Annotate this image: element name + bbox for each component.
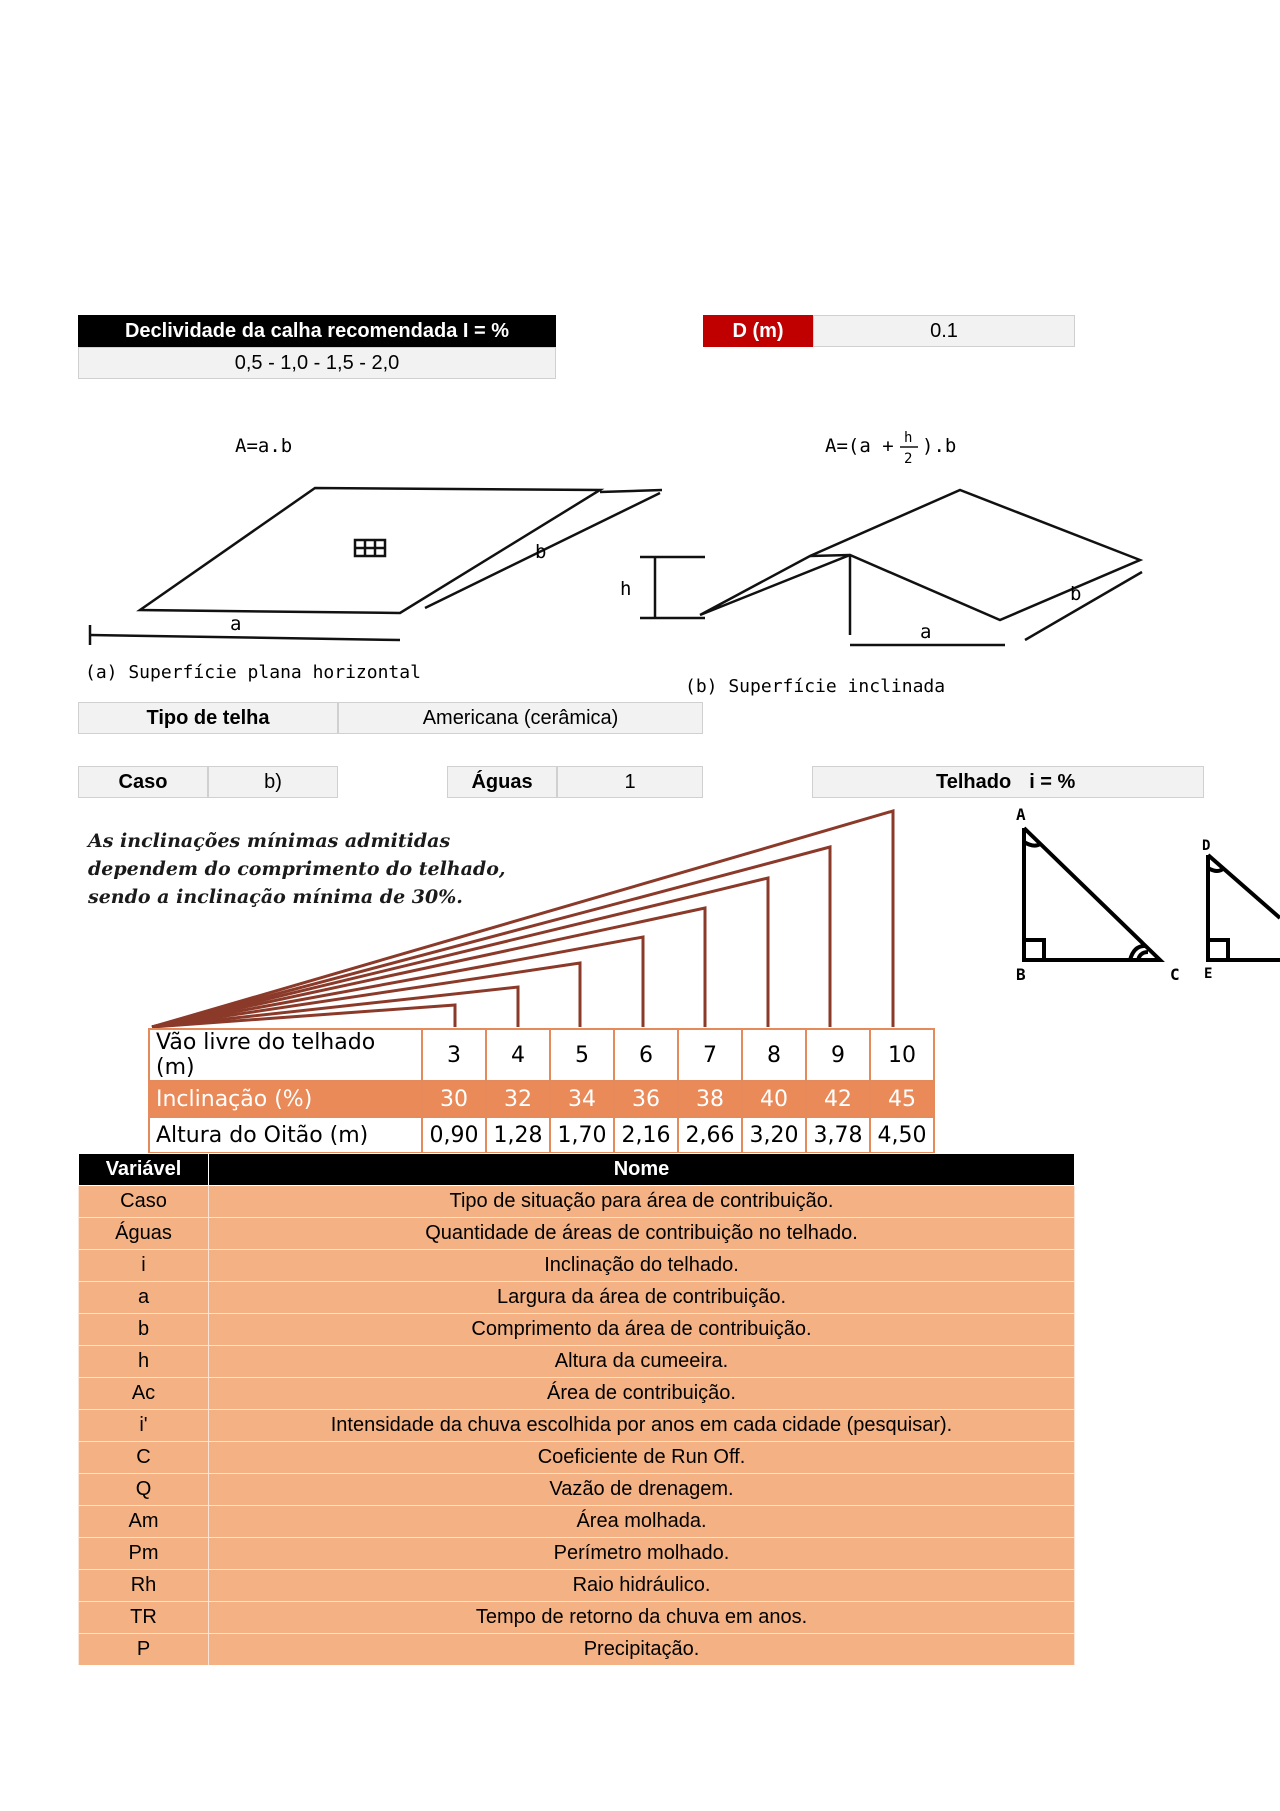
- right-dim-a: a: [920, 621, 932, 643]
- table-row: [79, 1506, 1075, 1538]
- variable-symbol: a: [79, 1282, 209, 1314]
- inclinacao-cell: 42: [806, 1081, 870, 1117]
- variable-symbol: Ac: [79, 1378, 209, 1410]
- table-row: [79, 1186, 1075, 1218]
- altura-cell: 1,70: [550, 1117, 614, 1153]
- telhado-label: Telhado: [936, 770, 1012, 793]
- variable-description: Área de contribuição.: [209, 1378, 1075, 1410]
- inclinacao-cell: 30: [422, 1081, 486, 1117]
- altura-cell: 1,28: [486, 1117, 550, 1153]
- altura-cell: 2,66: [678, 1117, 742, 1153]
- vao-cell: 6: [614, 1029, 678, 1081]
- inclination-note-line: sendo a inclinação mínima de 30%.: [88, 886, 463, 908]
- table-row: [79, 1314, 1075, 1346]
- variable-description: Tipo de situação para área de contribuição.: [209, 1186, 1075, 1218]
- vao-cell: 5: [550, 1029, 614, 1081]
- variables-header-row: [79, 1154, 1075, 1186]
- vao-row: [149, 1029, 934, 1081]
- vertex-a: A: [1016, 805, 1026, 824]
- telhado-field[interactable]: [812, 766, 1204, 798]
- right-formula-denominator: 2: [904, 451, 913, 467]
- table-row: [79, 1346, 1075, 1378]
- telhado-unit: i = %: [1029, 770, 1076, 793]
- contribution-area-diagrams: [80, 420, 1160, 705]
- vertex-d: D: [1202, 838, 1211, 854]
- caso-value[interactable]: b): [208, 766, 338, 798]
- tipo-telha-label: Tipo de telha: [78, 702, 338, 734]
- inclinacao-cell: 32: [486, 1081, 550, 1117]
- table-row: [79, 1442, 1075, 1474]
- row-label: Altura do Oitão (m): [149, 1117, 422, 1153]
- inclination-note-line: As inclinações mínimas admitidas: [88, 830, 451, 852]
- variable-description: Raio hidráulico.: [209, 1570, 1075, 1602]
- variable-description: Precipitação.: [209, 1634, 1075, 1666]
- variable-description: Largura da área de contribuição.: [209, 1282, 1075, 1314]
- right-formula-suffix: ).b: [922, 435, 957, 457]
- table-row: [79, 1378, 1075, 1410]
- aguas-value[interactable]: 1: [557, 766, 703, 798]
- right-dim-h: h: [620, 578, 632, 600]
- table-row: [79, 1250, 1075, 1282]
- inclination-table: [148, 1028, 935, 1154]
- left-dim-a: a: [230, 613, 242, 635]
- altura-cell: 0,90: [422, 1117, 486, 1153]
- variable-symbol: i': [79, 1410, 209, 1442]
- vao-cell: 10: [870, 1029, 934, 1081]
- variable-description: Coeficiente de Run Off.: [209, 1442, 1075, 1474]
- right-triangles-figure: [1010, 800, 1280, 990]
- variable-description: Quantidade de áreas de contribuição no telhado.: [209, 1218, 1075, 1250]
- vao-cell: 3: [422, 1029, 486, 1081]
- vao-cell: 9: [806, 1029, 870, 1081]
- table-row: [79, 1602, 1075, 1634]
- inclinacao-row: [149, 1081, 934, 1117]
- left-formula: A=a.b: [235, 435, 293, 457]
- inclination-note-line: dependem do comprimento do telhado,: [88, 858, 506, 880]
- variable-description: Intensidade da chuva escolhida por anos em cada cidade (pesquisar).: [209, 1410, 1075, 1442]
- horizontal-plane-shape: [140, 488, 600, 613]
- table-row: [79, 1634, 1075, 1666]
- diameter-value[interactable]: 0.1: [813, 315, 1075, 347]
- left-dim-b: b: [535, 541, 547, 563]
- variable-symbol: Rh: [79, 1570, 209, 1602]
- inclinacao-cell: 36: [614, 1081, 678, 1117]
- vao-cell: 7: [678, 1029, 742, 1081]
- altura-cell: 3,78: [806, 1117, 870, 1153]
- variable-description: Perímetro molhado.: [209, 1538, 1075, 1570]
- table-row: [79, 1538, 1075, 1570]
- vao-cell: 4: [486, 1029, 550, 1081]
- vao-cell: 8: [742, 1029, 806, 1081]
- variable-description: Altura da cumeeira.: [209, 1346, 1075, 1378]
- vertex-b: B: [1016, 965, 1026, 984]
- inclination-figure: [80, 805, 935, 1148]
- variable-symbol: Pm: [79, 1538, 209, 1570]
- variable-symbol: b: [79, 1314, 209, 1346]
- variable-symbol: Caso: [79, 1186, 209, 1218]
- aguas-label: Águas: [447, 766, 557, 798]
- variable-symbol: Q: [79, 1474, 209, 1506]
- variable-description: Área molhada.: [209, 1506, 1075, 1538]
- header-nome: Nome: [209, 1154, 1075, 1186]
- variable-symbol: Águas: [79, 1218, 209, 1250]
- variables-table: [78, 1153, 1075, 1665]
- altura-cell: 2,16: [614, 1117, 678, 1153]
- right-formula-numerator: h: [904, 430, 913, 446]
- right-formula-prefix: A=(a +: [825, 435, 894, 457]
- variable-description: Vazão de drenagem.: [209, 1474, 1075, 1506]
- right-dim-b: b: [1070, 583, 1082, 605]
- variable-description: Tempo de retorno da chuva em anos.: [209, 1602, 1075, 1634]
- variable-symbol: i: [79, 1250, 209, 1282]
- declividade-value[interactable]: 0,5 - 1,0 - 1,5 - 2,0: [78, 347, 556, 379]
- variable-description: Inclinação do telhado.: [209, 1250, 1075, 1282]
- table-row: [79, 1218, 1075, 1250]
- inclinacao-cell: 38: [678, 1081, 742, 1117]
- variable-symbol: Am: [79, 1506, 209, 1538]
- row-label: Inclinação (%): [149, 1081, 422, 1117]
- vertex-c: C: [1170, 965, 1180, 984]
- inclination-note: [88, 827, 506, 911]
- inclinacao-cell: 40: [742, 1081, 806, 1117]
- declividade-header: Declividade da calha recomendada I = %: [78, 315, 556, 347]
- tipo-telha-value[interactable]: Americana (cerâmica): [338, 702, 703, 734]
- right-caption: (b) Superfície inclinada: [685, 676, 946, 697]
- left-caption: (a) Superfície plana horizontal: [85, 662, 421, 683]
- header-variavel: Variável: [79, 1154, 209, 1186]
- table-row: [79, 1570, 1075, 1602]
- table-row: [79, 1282, 1075, 1314]
- inclinacao-cell: 34: [550, 1081, 614, 1117]
- diameter-label: D (m): [703, 315, 813, 347]
- altura-cell: 3,20: [742, 1117, 806, 1153]
- variable-symbol: P: [79, 1634, 209, 1666]
- variable-symbol: TR: [79, 1602, 209, 1634]
- vertex-e: E: [1204, 966, 1213, 982]
- altura-row: [149, 1117, 934, 1153]
- row-label: Vão livre do telhado (m): [149, 1029, 422, 1081]
- variable-description: Comprimento da área de contribuição.: [209, 1314, 1075, 1346]
- variable-symbol: h: [79, 1346, 209, 1378]
- variable-symbol: C: [79, 1442, 209, 1474]
- table-row: [79, 1474, 1075, 1506]
- caso-label: Caso: [78, 766, 208, 798]
- inclinacao-cell: 45: [870, 1081, 934, 1117]
- table-row: [79, 1410, 1075, 1442]
- altura-cell: 4,50: [870, 1117, 934, 1153]
